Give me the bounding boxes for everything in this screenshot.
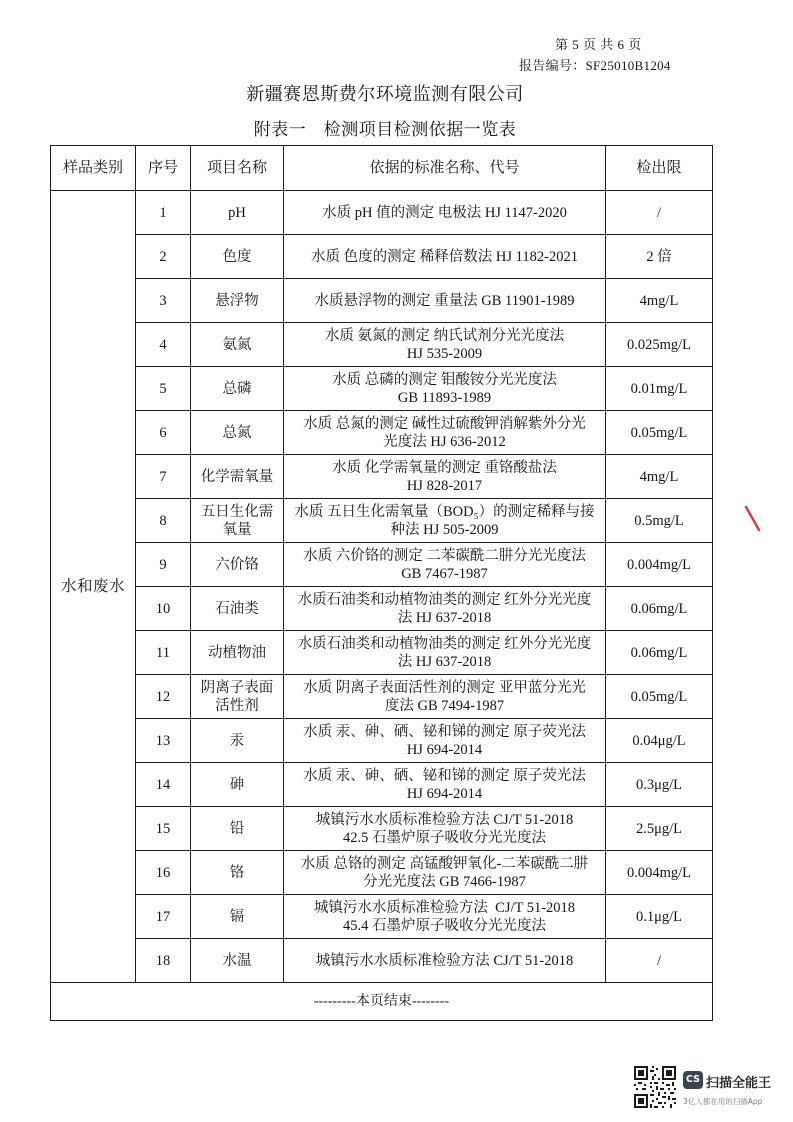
detection-limit: 0.06mg/L bbox=[606, 587, 713, 631]
standard-line: HJ 535-2009 bbox=[406, 345, 483, 362]
standard-cell bbox=[284, 235, 606, 279]
item-name-line: 总氮 bbox=[222, 424, 252, 441]
row-number: 18 bbox=[136, 939, 191, 983]
item-name-line: 镉 bbox=[229, 908, 245, 925]
item-name-line: 五日生化需 bbox=[200, 503, 274, 520]
table-row bbox=[51, 939, 713, 983]
column-header-sample-category: 样品类别 bbox=[51, 146, 136, 191]
item-name bbox=[191, 235, 284, 279]
item-name bbox=[191, 631, 284, 675]
table-row bbox=[51, 587, 713, 631]
standard-cell bbox=[284, 851, 606, 895]
detection-limit: 0.3μg/L bbox=[606, 763, 713, 807]
standard-cell bbox=[284, 279, 606, 323]
standard-line: 水质 总氮的测定 碱性过硫酸钾消解紫外分光 bbox=[303, 415, 586, 432]
standard-line: 分光光度法 GB 7466-1987 bbox=[363, 873, 526, 890]
page-number: 第 5 页 共 6 页 bbox=[555, 37, 642, 52]
item-name-line: 铬 bbox=[229, 864, 245, 881]
standard-line: 水质 六价铬的测定 二苯碳酰二肼分光光度法 bbox=[303, 547, 586, 564]
table-row bbox=[51, 543, 713, 587]
item-name-line: 化学需氧量 bbox=[200, 468, 274, 485]
standard-line: 度法 GB 7494-1987 bbox=[384, 697, 505, 714]
standard-line: GB 7467-1987 bbox=[401, 565, 488, 582]
item-name-line: 动植物油 bbox=[208, 644, 266, 661]
item-name-line: 活性剂 bbox=[215, 697, 259, 714]
row-number: 7 bbox=[136, 455, 191, 499]
detection-limit: / bbox=[606, 939, 713, 983]
standard-line: GB 11893-1989 bbox=[397, 389, 492, 406]
detection-limit: 0.5mg/L bbox=[606, 499, 713, 543]
detection-limit: 0.1μg/L bbox=[606, 895, 713, 939]
standard-line: 水质 氨氮的测定 纳氏试剂分光光度法 bbox=[324, 327, 565, 344]
row-number: 3 bbox=[136, 279, 191, 323]
camscanner-logo-icon: CS bbox=[683, 1071, 703, 1089]
table-row bbox=[51, 631, 713, 675]
table-footer-row bbox=[51, 983, 713, 1021]
standard-line: 种法 HJ 505-2009 bbox=[390, 521, 499, 538]
detection-basis-table bbox=[50, 145, 713, 1021]
standard-cell bbox=[284, 323, 606, 367]
standard-line: HJ 828-2017 bbox=[406, 477, 483, 494]
row-number: 15 bbox=[136, 807, 191, 851]
item-name bbox=[191, 499, 284, 543]
standard-line: 水质悬浮物的测定 重量法 GB 11901-1989 bbox=[314, 292, 575, 309]
standard-line: 水质石油类和动植物油类的测定 红外分光光度 bbox=[297, 591, 592, 608]
standard-cell bbox=[284, 411, 606, 455]
item-name bbox=[191, 543, 284, 587]
item-name-line: 汞 bbox=[229, 732, 245, 749]
item-name bbox=[191, 939, 284, 983]
standard-line: 光度法 HJ 636-2012 bbox=[383, 433, 506, 450]
standard-cell bbox=[284, 763, 606, 807]
standard-cell bbox=[284, 807, 606, 851]
item-name bbox=[191, 279, 284, 323]
item-name bbox=[191, 323, 284, 367]
standard-line: 水质 汞、砷、硒、铋和锑的测定 原子荧光法 bbox=[303, 723, 586, 740]
standard-line: 水质 化学需氧量的测定 重铬酸盐法 bbox=[332, 459, 557, 476]
report-number: 报告编号：SF25010B1204 bbox=[519, 58, 671, 73]
standard-line: 水质 五日生化需氧量（BOD₅）的测定稀释与接 bbox=[294, 503, 595, 520]
standard-cell bbox=[284, 939, 606, 983]
standard-cell bbox=[284, 543, 606, 587]
detection-limit: / bbox=[606, 191, 713, 235]
table-row bbox=[51, 851, 713, 895]
row-number: 10 bbox=[136, 587, 191, 631]
sample-category: 水和废水 bbox=[51, 191, 136, 983]
standard-cell bbox=[284, 675, 606, 719]
row-number: 5 bbox=[136, 367, 191, 411]
detection-limit: 2 倍 bbox=[606, 235, 713, 279]
item-name-line: 铅 bbox=[229, 820, 245, 837]
camscanner-tagline: 3亿人都在用的扫描App bbox=[683, 1097, 763, 1106]
standard-line: 水质 阴离子表面活性剂的测定 亚甲蓝分光光 bbox=[303, 679, 586, 696]
item-name bbox=[191, 191, 284, 235]
item-name-line: 六价铬 bbox=[215, 556, 259, 573]
item-name bbox=[191, 851, 284, 895]
table-row bbox=[51, 499, 713, 543]
item-name-line: pH bbox=[228, 204, 246, 221]
item-name-line: 砷 bbox=[229, 776, 245, 793]
company-name: 新疆赛恩斯费尔环境监测有限公司 bbox=[246, 84, 524, 104]
detection-limit: 0.05mg/L bbox=[606, 411, 713, 455]
row-number: 14 bbox=[136, 763, 191, 807]
table-row bbox=[51, 807, 713, 851]
standard-line: 法 HJ 637-2018 bbox=[397, 609, 492, 626]
item-name-line: 水温 bbox=[222, 952, 252, 969]
standard-line: 水质 色度的测定 稀释倍数法 HJ 1182-2021 bbox=[311, 248, 578, 265]
standard-line: 水质 pH 值的测定 电极法 HJ 1147-2020 bbox=[322, 204, 567, 221]
item-name bbox=[191, 587, 284, 631]
table-row bbox=[51, 763, 713, 807]
table-row bbox=[51, 279, 713, 323]
item-name bbox=[191, 763, 284, 807]
table-row bbox=[51, 367, 713, 411]
item-name bbox=[191, 455, 284, 499]
detection-limit: 2.5μg/L bbox=[606, 807, 713, 851]
row-number: 2 bbox=[136, 235, 191, 279]
item-name bbox=[191, 895, 284, 939]
detection-limit: 0.05mg/L bbox=[606, 675, 713, 719]
standard-line: 42.5 石墨炉原子吸收分光光度法 bbox=[343, 829, 546, 846]
row-number: 16 bbox=[136, 851, 191, 895]
item-name bbox=[191, 367, 284, 411]
table-row bbox=[51, 323, 713, 367]
standard-line: 城镇污水水质标准检验方法 CJ/T 51-2018 bbox=[315, 952, 574, 969]
item-name bbox=[191, 719, 284, 763]
standard-cell bbox=[284, 367, 606, 411]
standard-line: 水质石油类和动植物油类的测定 红外分光光度 bbox=[297, 635, 592, 652]
table-row bbox=[51, 895, 713, 939]
detection-limit: 4mg/L bbox=[606, 455, 713, 499]
table-row bbox=[51, 719, 713, 763]
detection-limit: 0.01mg/L bbox=[606, 367, 713, 411]
detection-limit: 0.004mg/L bbox=[606, 851, 713, 895]
column-header-item-name: 项目名称 bbox=[191, 146, 284, 191]
standard-line: 水质 总铬的测定 高锰酸钾氧化-二苯碳酰二肼 bbox=[300, 855, 589, 872]
row-number: 12 bbox=[136, 675, 191, 719]
row-number: 17 bbox=[136, 895, 191, 939]
standard-line: HJ 694-2014 bbox=[406, 785, 483, 802]
detection-limit: 4mg/L bbox=[606, 279, 713, 323]
standard-line: 水质 汞、砷、硒、铋和锑的测定 原子荧光法 bbox=[303, 767, 586, 784]
row-number: 9 bbox=[136, 543, 191, 587]
item-name-line: 总磷 bbox=[222, 380, 252, 397]
table-row bbox=[51, 455, 713, 499]
table-header-row bbox=[51, 146, 713, 191]
standard-line: 法 HJ 637-2018 bbox=[397, 653, 492, 670]
detection-limit: 0.06mg/L bbox=[606, 631, 713, 675]
item-name-line: 色度 bbox=[222, 248, 252, 265]
end-of-page-marker: ---------本页结束-------- bbox=[51, 983, 713, 1021]
column-header-standard: 依据的标准名称、代号 bbox=[284, 146, 606, 191]
standard-line: 城镇污水水质标准检验方法 CJ/T 51-2018 bbox=[315, 811, 574, 828]
standard-line: HJ 694-2014 bbox=[406, 741, 483, 758]
standard-cell bbox=[284, 191, 606, 235]
detection-limit: 0.04μg/L bbox=[606, 719, 713, 763]
item-name-line: 阴离子表面 bbox=[200, 679, 274, 696]
standard-line: 水质 总磷的测定 钼酸铵分光光度法 bbox=[332, 371, 557, 388]
camscanner-brand: 扫描全能王 bbox=[706, 1076, 772, 1091]
table-row bbox=[51, 675, 713, 719]
page-title: 附表一 检测项目检测依据一览表 bbox=[253, 120, 517, 139]
table-row bbox=[51, 235, 713, 279]
qr-code-icon bbox=[634, 1066, 676, 1108]
row-number: 6 bbox=[136, 411, 191, 455]
row-number: 11 bbox=[136, 631, 191, 675]
column-header-number: 序号 bbox=[136, 146, 191, 191]
item-name bbox=[191, 411, 284, 455]
detection-limit: 0.004mg/L bbox=[606, 543, 713, 587]
table-row bbox=[51, 191, 713, 235]
column-header-detection-limit: 检出限 bbox=[606, 146, 713, 191]
standard-line: 城镇污水水质标准检验方法 CJ/T 51-2018 bbox=[313, 899, 576, 916]
standard-cell bbox=[284, 499, 606, 543]
standard-cell bbox=[284, 895, 606, 939]
standard-line: 45.4 石墨炉原子吸收分光光度法 bbox=[343, 917, 546, 934]
pen-mark bbox=[740, 504, 766, 534]
item-name-line: 氨氮 bbox=[222, 336, 252, 353]
standard-cell bbox=[284, 631, 606, 675]
item-name bbox=[191, 807, 284, 851]
detection-limit: 0.025mg/L bbox=[606, 323, 713, 367]
row-number: 4 bbox=[136, 323, 191, 367]
row-number: 1 bbox=[136, 191, 191, 235]
standard-cell bbox=[284, 455, 606, 499]
row-number: 8 bbox=[136, 499, 191, 543]
standard-cell bbox=[284, 719, 606, 763]
item-name-line: 石油类 bbox=[215, 600, 259, 617]
table-row bbox=[51, 411, 713, 455]
item-name-line: 氧量 bbox=[222, 521, 252, 538]
item-name-line: 悬浮物 bbox=[215, 292, 259, 309]
standard-cell bbox=[284, 587, 606, 631]
row-number: 13 bbox=[136, 719, 191, 763]
item-name bbox=[191, 675, 284, 719]
